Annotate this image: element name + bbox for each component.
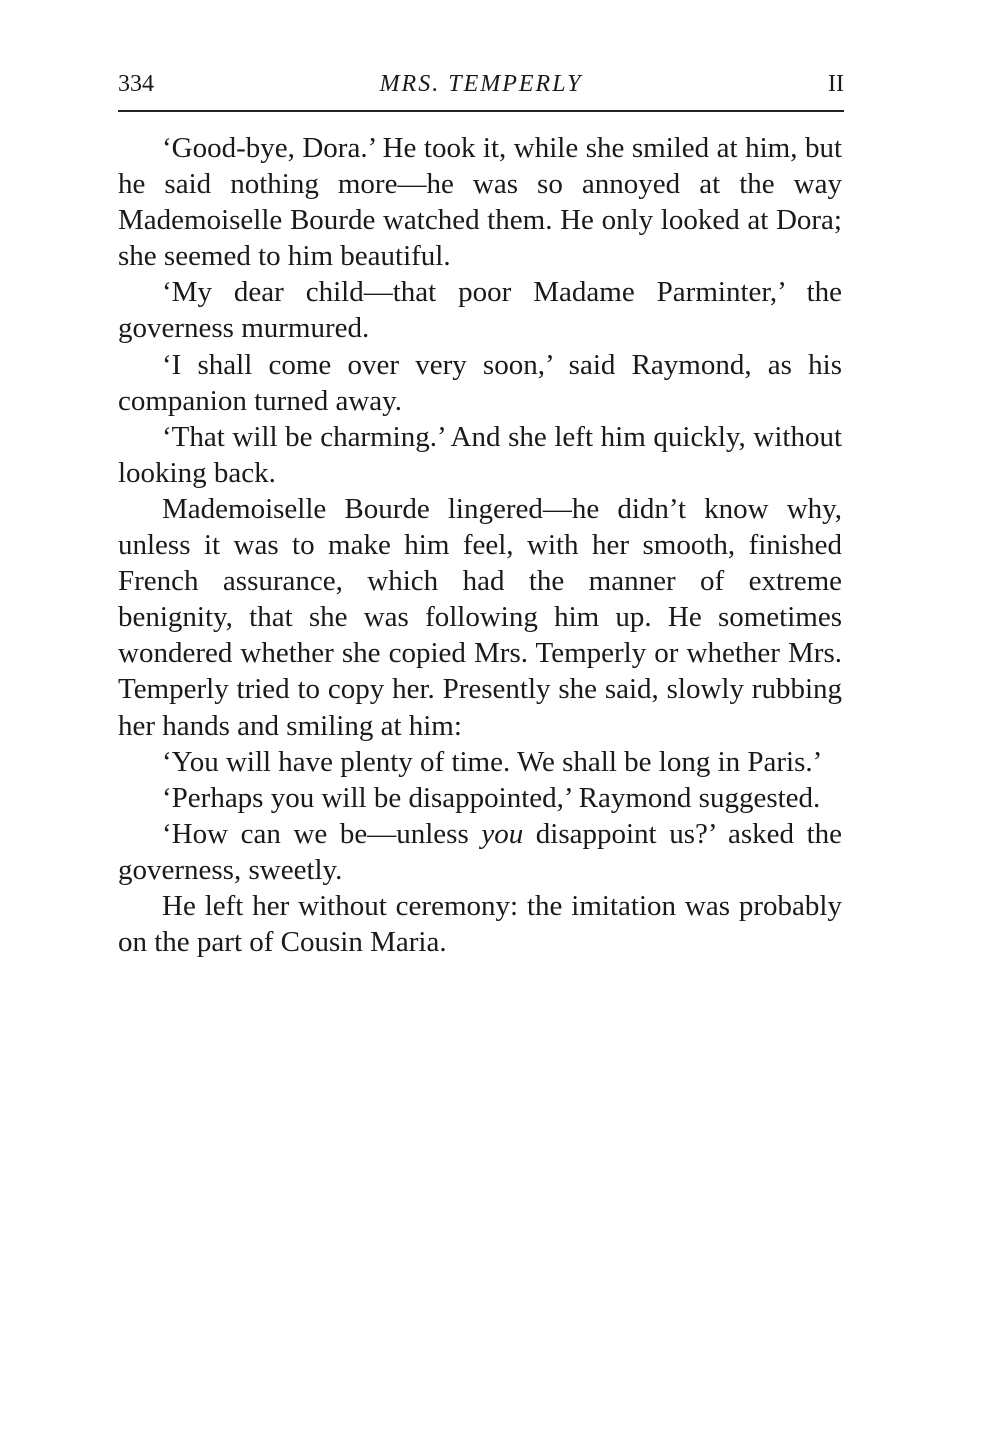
chapter-number: II — [828, 71, 844, 97]
paragraph-9: He left her without ceremony: the imitation was probably on the part of Cousin Maria. — [118, 889, 842, 959]
page-number: 334 — [118, 71, 154, 97]
running-title: MRS. TEMPERLY — [379, 71, 583, 97]
paragraph-8-before: ‘How can we be—unless — [162, 817, 482, 850]
body-text — [118, 130, 842, 960]
paragraph-3: ‘I shall come over very soon,’ said Raymond, as his companion turned away. — [118, 348, 842, 417]
running-head — [118, 66, 844, 102]
emphasized-word: you — [481, 817, 524, 850]
paragraph-5: Mademoiselle Bourde lingered—he didn’t know why, unless it was to make him feel, with her smooth, finished French assurance, which had the manner of extreme benignity, that she was following him up. He sometimes wondered whether she copied Mrs. Temperly or whether Mrs. Temperly tried to copy her. Presently she said, slowly rubbing her hands and smiling at him: — [118, 492, 842, 742]
paragraph-7: ‘Perhaps you will be disappointed,’ Raymond suggested. — [162, 781, 821, 814]
header-rule — [118, 110, 844, 112]
paragraph-6: ‘You will have plenty of time. We shall be long in Paris.’ — [162, 745, 823, 778]
paragraph-4: ‘That will be charming.’ And she left him quickly, without looking back. — [118, 420, 842, 489]
paragraph-1: ‘Good-bye, Dora.’ He took it, while she smiled at him, but he said nothing more—he was so annoyed at the way Mademoiselle Bourde watched them. He only looked at Dora; she seemed to him beautiful. — [118, 132, 842, 273]
paragraph-8-after: disappoint us?’ asked the governess, sweetly. — [118, 817, 842, 886]
paragraph-8 — [118, 816, 842, 888]
paragraph-2: ‘My dear child—that poor Madame Parminter,’ the governess murmured. — [118, 276, 842, 345]
